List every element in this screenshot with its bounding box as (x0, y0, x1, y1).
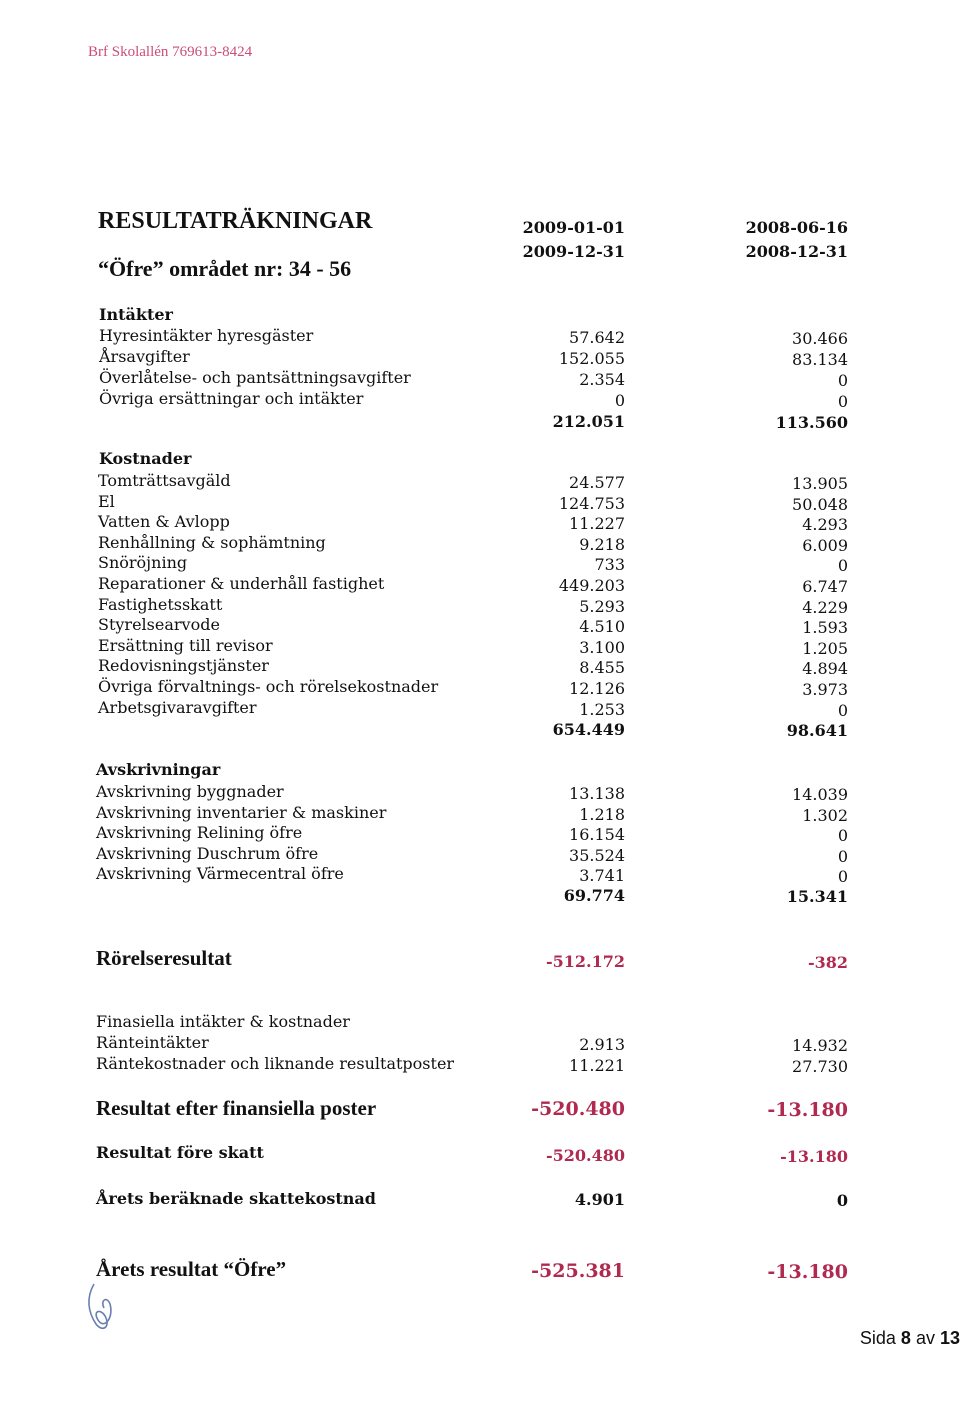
row-value-previous: 13.905 (792, 474, 848, 493)
row-value-current: 152.055 (558, 349, 625, 368)
section-heading-intakter: Intäkter (99, 305, 173, 324)
row-value-current: 4.510 (579, 617, 625, 637)
row-value-current: 3.100 (579, 637, 625, 657)
fore-skatt-previous: -13.180 (780, 1147, 848, 1166)
row-value-current: 11.221 (569, 1056, 625, 1075)
row-label: Övriga förvaltnings- och rörelsekostnader (98, 677, 439, 696)
row-value-current: 8.455 (579, 658, 625, 678)
period-previous-from: 2008-06-16 (745, 218, 848, 237)
handwritten-signature (80, 1278, 124, 1346)
row-value-previous: 50.048 (792, 494, 848, 514)
row-label: Hyresintäkter hyresgäster (99, 326, 314, 345)
row-label: Reparationer & underhåll fastighet (98, 574, 385, 593)
row-value-previous: 14.039 (792, 785, 848, 804)
row-value-current: 1.218 (579, 804, 625, 824)
page-total: 13 (939, 1328, 960, 1348)
row-value-current: 35.524 (569, 845, 625, 865)
row-value-previous: 1.302 (802, 805, 848, 825)
row-value-previous: 0 (837, 371, 848, 390)
row-label: El (98, 491, 115, 511)
row-value-previous: 30.466 (792, 329, 848, 348)
row-value-previous: 4.293 (802, 515, 848, 535)
section-heading-finansiella: Finasiella intäkter & kostnader (96, 1012, 350, 1031)
skattekostnad-previous: 0 (836, 1191, 848, 1210)
row-label: Avskrivning byggnader (96, 782, 284, 801)
skattekostnad-label: Årets beräknade skattekostnad (96, 1189, 376, 1208)
row-label: Styrelsearvode (98, 615, 220, 635)
row-value-previous: 0 (837, 826, 848, 846)
row-label: Övriga ersättningar och intäkter (99, 389, 364, 408)
row-value-current: 2.913 (579, 1035, 625, 1054)
total-intakter-previous: 113.560 (775, 413, 848, 432)
report-title: RESULTATRÄKNINGAR (98, 208, 373, 234)
row-value-previous: 14.932 (792, 1036, 848, 1055)
row-value-current: 3.741 (579, 866, 625, 886)
page-prefix: Sida (859, 1328, 896, 1348)
row-label: Snöröjning (98, 553, 188, 573)
page-current: 8 (900, 1328, 911, 1348)
total-intakter-current: 212.051 (552, 412, 625, 431)
row-value-current: 24.577 (569, 473, 625, 492)
total-avskrivningar-previous: 15.341 (786, 887, 848, 906)
row-value-current: 9.218 (579, 534, 625, 554)
period-current-to: 2009-12-31 (522, 242, 625, 261)
row-label: Årsavgifter (99, 347, 190, 366)
page-middle: av (915, 1328, 935, 1348)
row-value-previous: 6.009 (802, 535, 848, 555)
row-value-current: 5.293 (579, 596, 625, 616)
efter-finansiella-previous: -13.180 (767, 1099, 848, 1121)
row-value-current: 57.642 (569, 328, 625, 347)
period-previous-to: 2008-12-31 (745, 242, 848, 261)
row-value-previous: 27.730 (792, 1057, 848, 1076)
row-value-current: 733 (594, 555, 625, 575)
efter-finansiella-current: -520.480 (531, 1098, 625, 1120)
row-value-previous: 6.747 (802, 577, 848, 596)
arets-resultat-previous: -13.180 (767, 1261, 848, 1283)
row-value-current: 449.203 (558, 576, 625, 595)
row-value-previous: 83.134 (792, 350, 848, 369)
page-number (860, 1328, 960, 1349)
section-heading-avskrivningar: Avskrivningar (96, 760, 221, 779)
row-label: Fastighetsskatt (98, 594, 223, 614)
section-heading-kostnader: Kostnader (99, 449, 192, 468)
rorelseresultat-current: -512.172 (545, 952, 625, 971)
row-label: Redovisningstjänster (98, 656, 269, 676)
row-value-current: 124.753 (558, 493, 625, 513)
row-label: Räntekostnader och liknande resultatposter (96, 1054, 455, 1073)
row-value-current: 11.227 (569, 514, 625, 534)
row-label: Avskrivning Relining öfre (96, 823, 303, 843)
row-value-previous: 0 (837, 867, 848, 887)
row-value-previous: 0 (837, 846, 848, 866)
row-value-previous: 4.894 (802, 659, 848, 679)
row-value-current: 12.126 (569, 679, 625, 698)
total-kostnader-previous: 98.641 (786, 721, 848, 740)
report-subtitle: “Öfre” området nr: 34 - 56 (98, 256, 352, 281)
skattekostnad-current: 4.901 (574, 1190, 625, 1209)
row-value-current: 0 (614, 391, 625, 410)
row-value-previous: 4.229 (802, 597, 848, 617)
row-label: Renhållning & sophämtning (98, 532, 326, 552)
row-label: Arbetsgivaravgifter (98, 697, 257, 717)
row-value-previous: 3.973 (802, 680, 848, 699)
row-label: Avskrivning inventarier & maskiner (96, 802, 387, 822)
row-value-current: 13.138 (569, 784, 625, 803)
row-label: Ersättning till revisor (98, 635, 273, 655)
total-avskrivningar-current: 69.774 (563, 886, 625, 905)
row-label: Avskrivning Värmecentral öfre (96, 864, 344, 884)
row-label: Ränteintäkter (96, 1033, 209, 1052)
row-value-current: 16.154 (569, 825, 625, 845)
row-label: Överlåtelse- och pantsättningsavgifter (99, 368, 411, 387)
row-value-previous: 0 (837, 556, 848, 576)
rorelseresultat-label: Rörelseresultat (96, 946, 232, 970)
row-value-previous: 0 (837, 700, 848, 720)
document-header: Brf Skolallén 769613-8424 (88, 44, 253, 60)
fore-skatt-label: Resultat före skatt (96, 1143, 264, 1162)
row-label: Tomträttsavgäld (98, 471, 231, 490)
row-value-current: 1.253 (579, 699, 625, 719)
row-label: Avskrivning Duschrum öfre (96, 843, 319, 863)
row-value-previous: 1.205 (802, 638, 848, 658)
row-value-previous: 1.593 (802, 618, 848, 638)
row-value-previous: 0 (837, 392, 848, 411)
total-kostnader-current: 654.449 (552, 720, 625, 739)
rorelseresultat-previous: -382 (807, 953, 848, 972)
period-current-from: 2009-01-01 (522, 218, 625, 237)
arets-resultat-current: -525.381 (531, 1260, 625, 1282)
fore-skatt-current: -520.480 (545, 1146, 625, 1165)
row-label: Vatten & Avlopp (98, 512, 230, 532)
row-value-current: 2.354 (579, 370, 625, 389)
efter-finansiella-label: Resultat efter finansiella poster (96, 1096, 377, 1120)
arets-resultat-label: Årets resultat “Öfre” (96, 1257, 287, 1281)
